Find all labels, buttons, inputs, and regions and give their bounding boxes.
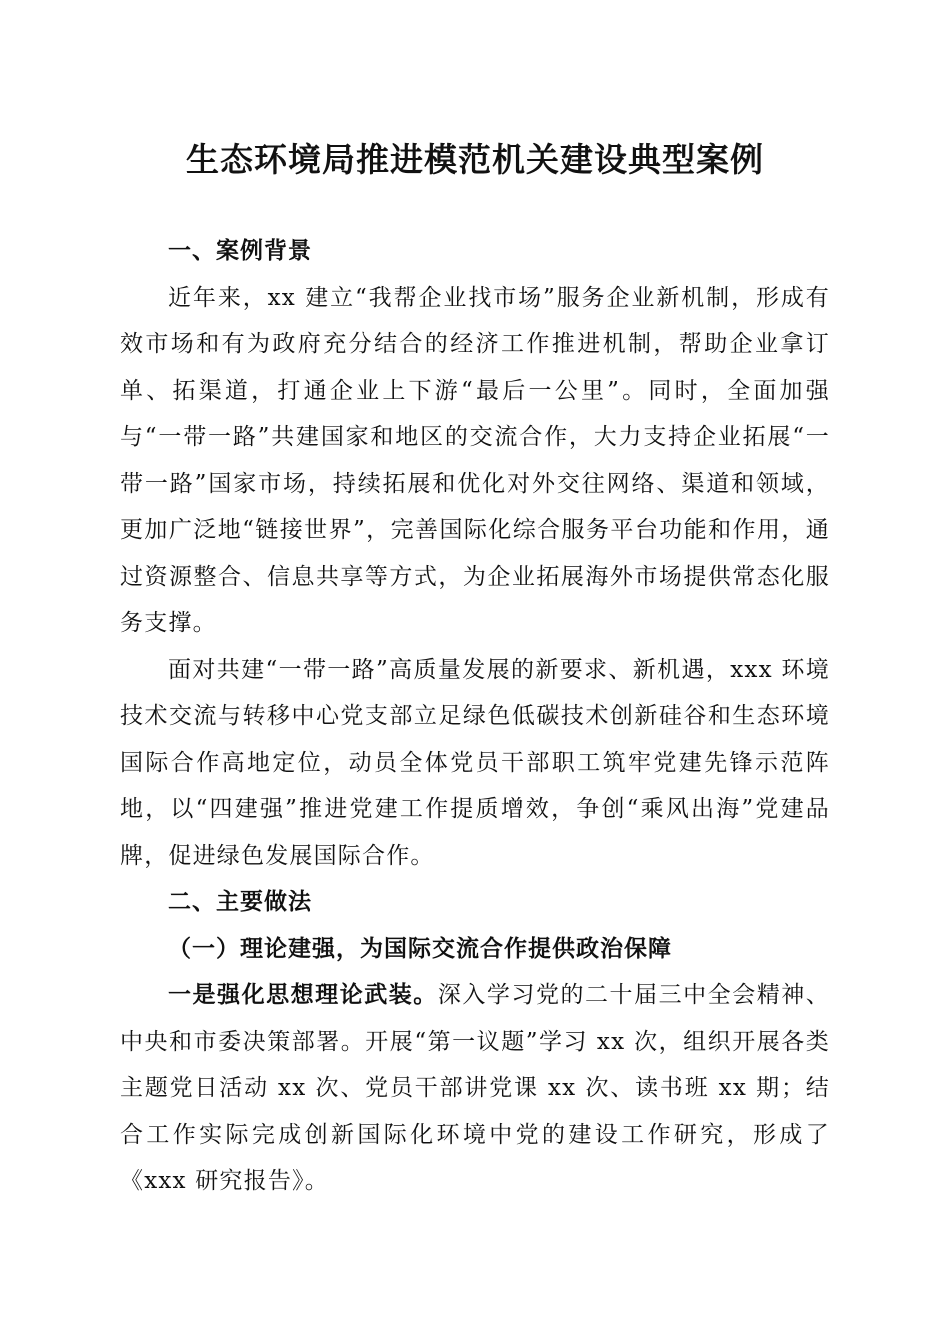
subsection-heading-theory: （一）理论建强，为国际交流合作提供政治保障 <box>168 934 672 962</box>
section-heading-practices: 二、主要做法 <box>168 889 312 915</box>
item-lead: 一是强化思想理论武装。 <box>168 981 438 1008</box>
paragraph-background-2: 面对共建“一带一路”高质量发展的新要求、新机遇，xxx 环境技术交流与转移中心党支部立足绿色低碳技术创新硅谷和生态环境国际合作高地定位，动员全体党员干部职工筑牢党建先锋示范阵地，以“四建强”推进党建工作提质增效，争创“乘风出海”党建品牌，促进绿色发展国际合作。 <box>120 656 830 869</box>
document-body <box>120 228 830 1205</box>
section-heading-background: 一、案例背景 <box>168 238 312 264</box>
document-title: 生态环境局推进模范机关建设典型案例 <box>186 140 764 179</box>
item-text: 深入学习党的二十届三中全会精神、中央和市委决策部署。开展“第一议题”学习 xx 次，组织开展各类主题党日活动 xx 次、党员干部讲党课 xx 次、读书班 xx 期；结合工作实际完成创新国际化环境中党的建设工作研究，形成了《xxx 研究报告》。 <box>120 982 831 1194</box>
paragraph-practice-1 <box>120 972 830 1205</box>
paragraph-background-1: 近年来，xx 建立“我帮企业找市场”服务企业新机制，形成有效市场和有为政府充分结合的经济工作推进机制，帮助企业拿订单、拓渠道，打通企业上下游“最后一公里”。同时，全面加强与“一带一路”共建国家和地区的交流合作，大力支持企业拓展“一带一路”国家市场，持续拓展和优化对外交往网络、渠道和领域，更加广泛地“链接世界”，完善国际化综合服务平台功能和作用，通过资源整合、信息共享等方式，为企业拓展海外市场提供常态化服务支撑。 <box>120 284 830 636</box>
